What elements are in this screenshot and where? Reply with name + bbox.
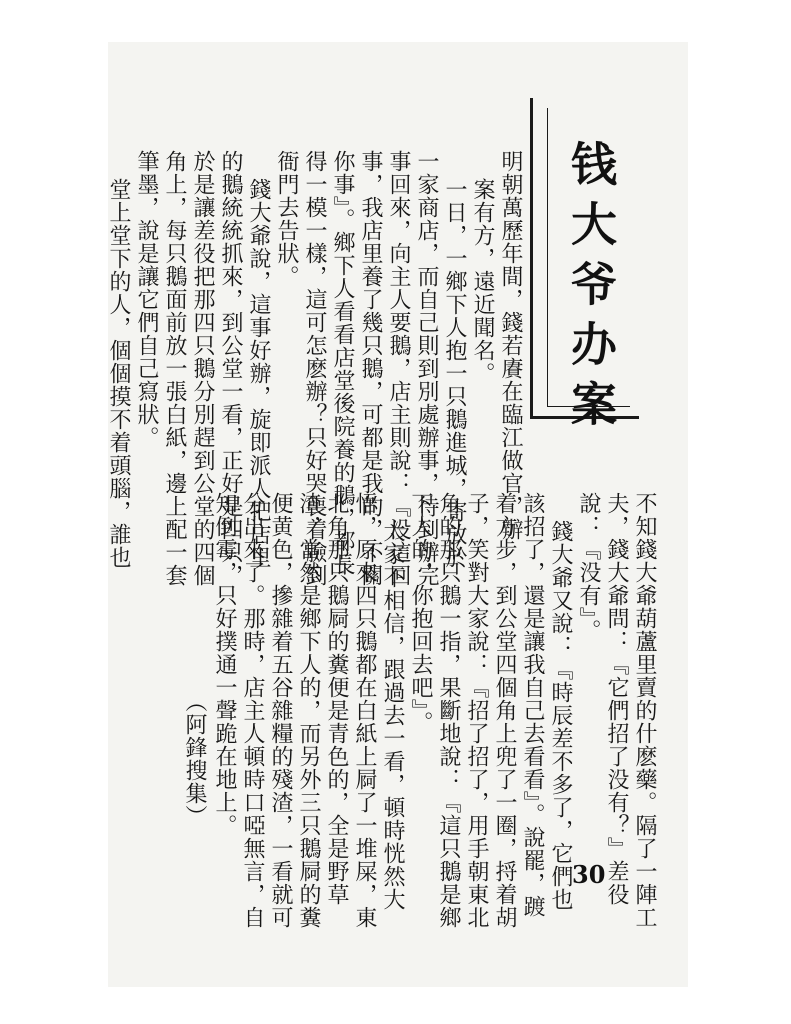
text-column: 事回來，向主人要鵝，店主則說：『没這回 [386, 150, 411, 587]
text-column: 一家商店，而自己則到別處辦事，待到辦完 [414, 150, 439, 587]
text-column: 得一模一樣，這可怎麽辦？只好哭喪着臉到 [302, 150, 327, 587]
text-column: 該招了，還是讓我自己去看看』。說罷，踱 [520, 492, 545, 918]
collector-credit: （阿鋒搜集） [182, 690, 207, 828]
text-column: 你事』。鄉下人看看店堂後院養的鵝，都長 [330, 150, 355, 576]
text-column: 一日，一鄉下人抱一只鵝進城，寄放於 [442, 178, 467, 569]
text-column: 錢大爺又說：『時辰差不多了，它們也 [548, 520, 573, 911]
text-column: 知倒霉，只好撲通一聲跪在地上。 [212, 492, 237, 837]
text-column: 堂上堂下的人，個個摸不着頭腦，誰也 [106, 178, 131, 569]
text-column: 事，我店里養了幾只鵝，可都是我的，不關 [358, 150, 383, 587]
text-column: 說：『没有』。 [576, 492, 601, 642]
text-column: 錢大爺說，這事好辦，旋即派人把店里 [246, 178, 271, 569]
article-title: 钱大爷办案 [564, 140, 618, 440]
text-column: 的鵝統統抓來，到公堂一看，正好是四只， [218, 150, 243, 587]
text-column: 夫，錢大爺問：『它們招了没有？』差役 [604, 492, 629, 906]
text-column: 角上，每只鵝面前放一張白紙，邊上配一套 [162, 150, 187, 587]
text-column: 不知錢大爺葫蘆里賣的什麽藥。隔了一陣工 [632, 492, 657, 929]
text-column: 大家不相信，跟過去一看，頓時恍然大 [380, 520, 405, 911]
text-column: 便黄色，摻雜着五谷雜糧的殘渣，一看就可 [268, 492, 293, 929]
text-column: 下人的，你抱回去吧』。 [408, 492, 433, 734]
text-column: 子，笑對大家說：『招了招了，用手朝東北 [464, 492, 489, 929]
page-number: 30 [572, 860, 606, 889]
text-column: 筆墨，說是讓它們自己寫狀。 [134, 150, 159, 449]
text-column: 悟，原來四只鵝都在白紙上屙了一堆屎，東 [352, 492, 377, 929]
text-column: 衙門去告狀。 [274, 150, 299, 288]
text-column: 案有方，遠近聞名。 [470, 178, 495, 385]
text-column: 北角那只鵝屙的糞便是青色的，全是野草 [324, 492, 349, 906]
text-column: 於是讓差役把那四只鵝分別趕到公堂的四個 [190, 150, 215, 587]
text-column: 着方步，到公堂四個角上兜了一圈，捋着胡 [492, 492, 517, 929]
text-column: 渣，當然是鄉下人的，而另外三只鵝屙的糞 [296, 492, 321, 929]
text-column: 分出來了。那時，店主人頓時口啞無言，自 [240, 492, 265, 929]
text-column: 明朝萬歷年間，錢若賡在臨江做官，辦 [498, 150, 523, 541]
text-column: 角的那只鵝一指，果斷地說：『這只鵝是鄉 [436, 492, 461, 929]
